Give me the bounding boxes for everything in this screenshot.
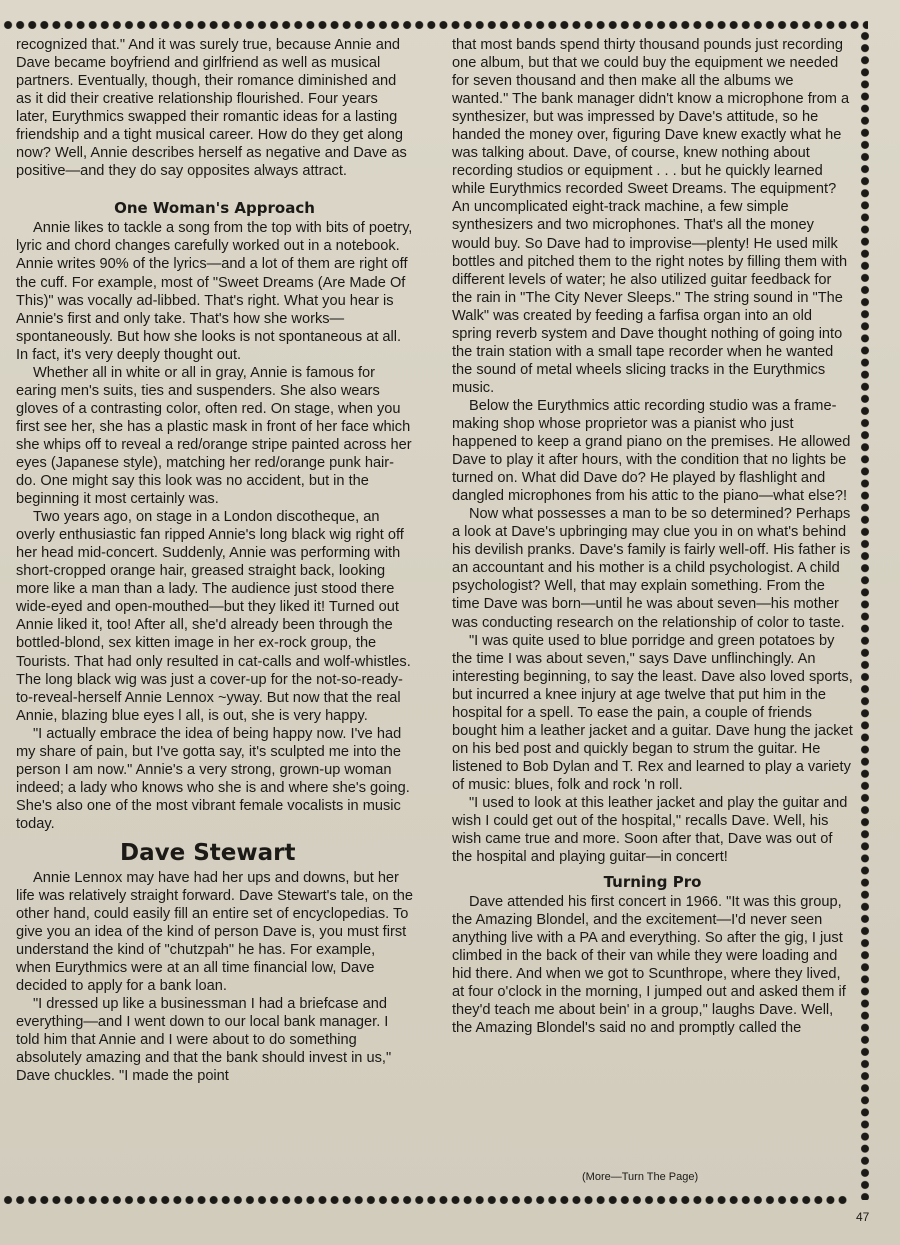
section-heading-dave-stewart: Dave Stewart	[120, 839, 296, 866]
continued-note: (More—Turn The Page)	[582, 1171, 699, 1183]
paragraph: Annie Lennox may have had her ups and downs, but her life was relatively straight forward. Dave Stewart's tale, on the other hand, could easily fill an entire set of encyclopedias. To give you an idea of the kind of person Dave is, you must first understand the kind of "chutzpah" he has. For example, when Eurythmics were at an all time financial low, Dave decided to apply for a bank loan.	[16, 869, 413, 995]
right-column	[452, 36, 853, 1038]
dotted-border-right	[858, 30, 872, 1200]
page-number: 47	[856, 1210, 870, 1224]
dotted-border-bottom	[2, 1193, 850, 1207]
section-heading-turning-pro: Turning Pro	[603, 873, 702, 892]
paragraph: "I was quite used to blue porridge and green potatoes by the time I was about seven," says Dave unflinchingly. An interesting beginning, to say the least. Dave also loved sports, but incurred a knee injury at age twelve that put him in the hospital for a spell. To ease the pain, a couple of friends bought him a leather jacket and a guitar. Dave hung the jacket on his bed post and quickly began to strum the guitar. He listened to Bob Dylan and T. Rex and learned to play a variety of music: blues, folk and rock 'n roll.	[452, 632, 853, 793]
paragraph: Dave attended his first concert in 1966. "It was this group, the Amazing Blondel, and the excitement—I'd never seen anything live with a PA and everything. So after the gig, I just climbed in the back of their van while they were loading and hid there. And when we got to Scunthrope, where they lived, at four o'clock in the morning, I jumped out and asked them if they'd teach me about bein' in a group," laughs Dave. Well, the Amazing Blondel's said no and promptly called the	[452, 894, 846, 1037]
paragraph: Now what possesses a man to be so determined? Perhaps a look at Dave's upbringing may clue you in on what's behind his devilish pranks. Dave's family is fairly well-off. His father is an accountant and his mother is a child psychologist. A child psychologist? Well, that may explain something. From the time Dave was born—until he was about seven—his mother was conducting research on the relationship of color to taste.	[452, 506, 851, 631]
paragraph: Below the Eurythmics attic recording studio was a frame-making shop whose proprietor was a pianist who just happened to keep a grand piano on the premises. He allowed Dave to play it after hours, with the condition that no lights be turned on. What did Dave do? He played by flashlight and dangled microphones from his attic to the piano—what else?!	[452, 397, 851, 505]
section-heading-one-womans-approach: One Woman's Approach	[114, 199, 315, 218]
paragraph: that most bands spend thirty thousand pounds just recording one album, but that we could buy the equipment we needed for seven thousand and then make all the albums we wanted." The bank manager didn't know a microphone from a synthesizer, but was impressed by Dave's attitude, so he handed the money over, figuring Dave knew exactly what he was talking about. Dave, of course, knew nothing about recording studios or equipment . . . but he quickly learned while Eurythmics recorded Sweet Dreams. The equipment? An uncomplicated eight-track machine, a few simple synthesizers and two microphones. That's all the money would buy. So Dave had to improvise—plenty! He used milk bottles and pitched them to the right notes by filling them with different levels of water; he also utilized guitar feedback for the rain in "The City Never Sleeps." The string sound in "The Walk" was created by feeding a farfisa organ into an old spring reverb system and Dave thought nothing of going into the train station with a small tape recorder when he wanted the sound of metal wheels slicing tracks in the Eurythmics music.	[452, 37, 850, 396]
paragraph: "I dressed up like a businessman I had a briefcase and everything—and I went down to our local bank manager. I told him that Annie and I were about to do something absolutely amazing and that the bank should invest in us," Dave chuckles. "I made the point	[16, 996, 392, 1085]
paragraph: recognized that." And it was surely true, because Annie and Dave became boyfriend and girlfriend as well as musical partners. Eventually, though, their romance diminished and as it did their creative relationship flourished. Four years later, Eurythmics swapped their romantic ideas for a lasting friendship and a tight musical career. How do they get along now? Well, Annie describes herself as negative and Dave as positive—and they do say opposites always attract.	[16, 37, 407, 180]
paragraph: Two years ago, on stage in a London discotheque, an overly enthusiastic fan ripped Annie's long black wig right off her head mid-concert. Suddenly, Annie was performing with short-cropped orange hair, greased straight back, looking more like a man than a lady. The audience just stood there wide-eyed and open-mouthed—but they liked it! Turned out Annie liked it, too! After all, she'd already been through the bottled-blond, sex kitten image in her ex-rock group, the Tourists. That had only resulted in cat-calls and wolf-whistles. The long black wig was just a cover-up for the not-so-ready-to-reveal-herself Annie Lennox ~yway. But now that the real Annie, blazing blue eyes l all, is out, she is very happy.	[16, 509, 411, 724]
dotted-border-top	[2, 18, 868, 32]
paragraph: Annie likes to tackle a song from the top with bits of poetry, lyric and chord changes carefully worked out in a notebook. Annie writes 90% of the lyrics—and a lot of them are right off the cuff. For example, most of "Sweet Dreams (Are Made Of This)" was vocally ad-libbed. That's right. What you hear is Annie's first and only take. That's how she works—spontaneously. But how she looks is not spontaneous at all. In fact, it's very deeply thought out.	[16, 220, 413, 363]
paragraph: Whether all in white or all in gray, Annie is famous for earing men's suits, ties and suspenders. She also wears gloves of a contrasting color, often red. On stage, when you first see her, she has a plastic mask in front of her face which she whips off to reveal a red/orange stripe painted across her eyes (Japanese style), matching her red/orange punk hair-do. One might say this look was no accident, but in the beginning it most certainly was.	[16, 364, 412, 508]
paragraph: "I actually embrace the idea of being happy now. I've had my share of pain, but I've gotta say, it's sculpted me into the person I am now." Annie's a very strong, grown-up woman indeed; a lady who knows who she is and where she's going. She's also one of the most vibrant female vocalists in music today.	[16, 725, 410, 832]
left-column	[16, 36, 413, 1086]
paragraph: "I used to look at this leather jacket and play the guitar and wish I could get out of the hospital," recalls Dave. Well, his wish came true and more. Soon after that, Dave was out of the hospital and playing guitar—in concert!	[452, 794, 848, 866]
